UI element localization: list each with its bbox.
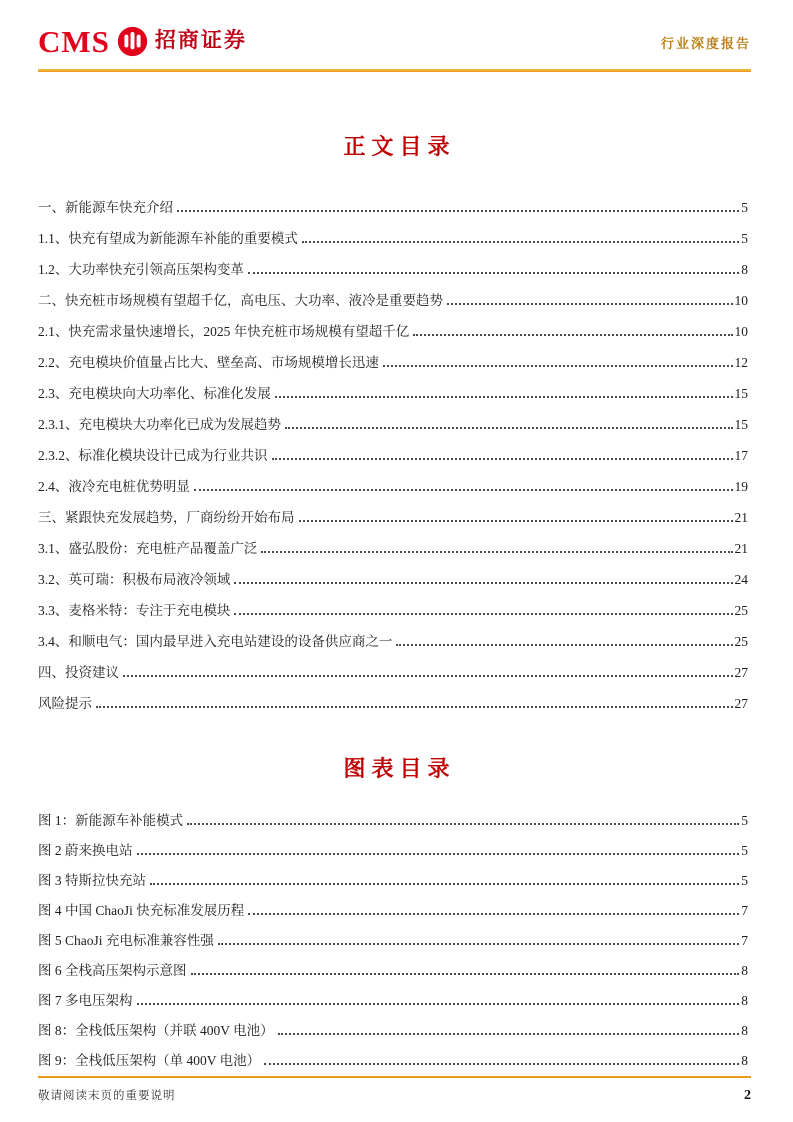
cms-logo-icon <box>117 26 148 57</box>
page-body <box>0 130 793 1069</box>
leader-dots <box>285 427 733 429</box>
leader-dots <box>275 396 733 398</box>
toc-item[interactable] <box>38 309 748 340</box>
figure-item[interactable] <box>38 979 748 1009</box>
toc-item-page: 15 <box>734 386 748 401</box>
toc-item-page: 19 <box>734 479 748 494</box>
toc-item-page: 5 <box>741 200 748 215</box>
leader-dots <box>234 582 732 584</box>
page-footer <box>38 1076 751 1104</box>
toc-item-page: 21 <box>734 541 748 556</box>
figure-item-label: 图 4 中国 ChaoJi 快充标准发展历程 <box>38 903 245 918</box>
figure-item-label: 图 7 多电压架构 <box>38 993 133 1008</box>
figure-item[interactable] <box>38 889 748 919</box>
toc-item-page: 24 <box>734 572 748 587</box>
toc-item-label: 2.1、快充需求量快速增长，2025 年快充桩市场规模有望超千亿 <box>38 324 410 339</box>
brand-logo <box>38 26 247 57</box>
toc-item-page: 12 <box>734 355 748 370</box>
toc-item[interactable] <box>38 278 748 309</box>
brand-name: 招商证券 <box>154 28 247 52</box>
figure-item[interactable] <box>38 799 748 829</box>
toc-item-page: 17 <box>734 448 748 463</box>
figure-item-label: 图 5 ChaoJi 充电标准兼容性强 <box>38 933 214 948</box>
toc-item-label: 3.1、盛弘股份：充电桩产品覆盖广泛 <box>38 541 258 556</box>
leader-dots <box>248 272 739 274</box>
figure-item-page: 5 <box>741 813 748 828</box>
leader-dots <box>302 241 739 243</box>
leader-dots <box>272 458 733 460</box>
figure-item-label: 图 3 特斯拉快充站 <box>38 873 146 888</box>
figure-item-page: 8 <box>741 1053 748 1068</box>
toc-item[interactable] <box>38 619 748 650</box>
leader-dots <box>396 644 732 646</box>
toc-item[interactable] <box>38 340 748 371</box>
report-type-label: 行业深度报告 <box>660 36 751 51</box>
leader-dots <box>177 210 739 212</box>
toc-item-label: 2.4、液冷充电桩优势明显 <box>38 479 190 494</box>
figure-item[interactable] <box>38 859 748 889</box>
toc-item-page: 21 <box>734 510 748 525</box>
leader-dots <box>137 853 740 855</box>
figure-item-page: 7 <box>741 903 748 918</box>
figure-item-label: 图 9：全栈低压架构（单 400V 电池） <box>38 1053 261 1068</box>
toc-item[interactable] <box>38 433 748 464</box>
toc-item-page: 8 <box>741 262 748 277</box>
toc-item[interactable] <box>38 185 748 216</box>
toc-title: 正文目录 <box>343 134 456 159</box>
figure-item-page: 8 <box>741 1023 748 1038</box>
toc-item-label: 1.1、快充有望成为新能源车补能的重要模式 <box>38 231 298 246</box>
toc-item-label: 三、紧跟快充发展趋势，厂商纷纷开始布局 <box>38 510 295 525</box>
leader-dots <box>248 913 739 915</box>
leader-dots <box>278 1033 740 1035</box>
toc-item-label: 3.3、麦格米特：专注于充电模块 <box>38 603 231 618</box>
footer-disclaimer: 敬请阅读末页的重要说明 <box>38 1090 176 1102</box>
figure-item-page: 5 <box>741 873 748 888</box>
toc-item[interactable] <box>38 681 748 712</box>
figure-item-page: 5 <box>741 843 748 858</box>
toc-item-page: 10 <box>734 324 748 339</box>
figures-title: 图表目录 <box>343 756 456 781</box>
toc-item[interactable] <box>38 557 748 588</box>
figure-item[interactable] <box>38 919 748 949</box>
page-number: 2 <box>744 1088 751 1103</box>
toc-item[interactable] <box>38 650 748 681</box>
toc-item-label: 一、新能源车快充介绍 <box>38 200 173 215</box>
leader-dots <box>234 613 732 615</box>
figure-item-label: 图 6 全栈高压架构示意图 <box>38 963 187 978</box>
figure-item-page: 8 <box>741 963 748 978</box>
toc-item-page: 5 <box>741 231 748 246</box>
toc-item-page: 27 <box>734 696 748 711</box>
header-divider <box>38 69 751 72</box>
leader-dots <box>187 823 739 825</box>
leader-dots <box>137 1003 740 1005</box>
toc-item[interactable] <box>38 464 748 495</box>
figure-item[interactable] <box>38 829 748 859</box>
figure-item-page: 7 <box>741 933 748 948</box>
toc-item[interactable] <box>38 402 748 433</box>
toc-item-label: 四、投资建议 <box>38 665 119 680</box>
page-header <box>0 0 793 69</box>
figure-item[interactable] <box>38 949 748 979</box>
leader-dots <box>264 1063 739 1065</box>
toc-item-label: 二、快充桩市场规模有望超千亿，高电压、大功率、液冷是重要趋势 <box>38 293 443 308</box>
toc-item-label: 3.2、英可瑞：积极布局液冷领域 <box>38 572 231 587</box>
leader-dots <box>447 303 733 305</box>
toc-item-label: 2.3、充电模块向大功率化、标准化发展 <box>38 386 271 401</box>
toc-item[interactable] <box>38 526 748 557</box>
toc-item-label: 2.3.2、标准化模块设计已成为行业共识 <box>38 448 268 463</box>
toc-item-label: 1.2、大功率快充引领高压架构变革 <box>38 262 244 277</box>
leader-dots <box>96 706 733 708</box>
figure-item-label: 图 8：全栈低压架构（并联 400V 电池） <box>38 1023 274 1038</box>
leader-dots <box>123 675 733 677</box>
leader-dots <box>299 520 733 522</box>
figure-item[interactable] <box>38 1039 748 1069</box>
figure-item-label: 图 1：新能源车补能模式 <box>38 813 184 828</box>
toc-item-label: 2.2、充电模块价值量占比大、壁垒高、市场规模增长迅速 <box>38 355 379 370</box>
toc-item[interactable] <box>38 371 748 402</box>
toc-item-page: 25 <box>734 634 748 649</box>
cms-logo-text: CMS <box>38 24 110 59</box>
figure-item-page: 8 <box>741 993 748 1008</box>
toc-item[interactable] <box>38 247 748 278</box>
leader-dots <box>194 489 733 491</box>
toc-item-page: 27 <box>734 665 748 680</box>
leader-dots <box>218 943 739 945</box>
leader-dots <box>150 883 739 885</box>
toc-item-page: 15 <box>734 417 748 432</box>
figure-item-label: 图 2 蔚来换电站 <box>38 843 133 858</box>
toc-item-page: 10 <box>734 293 748 308</box>
leader-dots <box>413 334 732 336</box>
leader-dots <box>383 365 733 367</box>
toc-list <box>38 185 748 712</box>
leader-dots <box>261 551 732 553</box>
figures-list <box>38 799 748 1069</box>
toc-item-label: 风险提示 <box>38 696 92 711</box>
toc-item[interactable] <box>38 216 748 247</box>
toc-item[interactable] <box>38 588 748 619</box>
toc-item-label: 3.4、和顺电气：国内最早进入充电站建设的设备供应商之一 <box>38 634 393 649</box>
toc-item-page: 25 <box>734 603 748 618</box>
leader-dots <box>191 973 740 975</box>
toc-item[interactable] <box>38 495 748 526</box>
toc-item-label: 2.3.1、充电模块大功率化已成为发展趋势 <box>38 417 281 432</box>
figure-item[interactable] <box>38 1009 748 1039</box>
